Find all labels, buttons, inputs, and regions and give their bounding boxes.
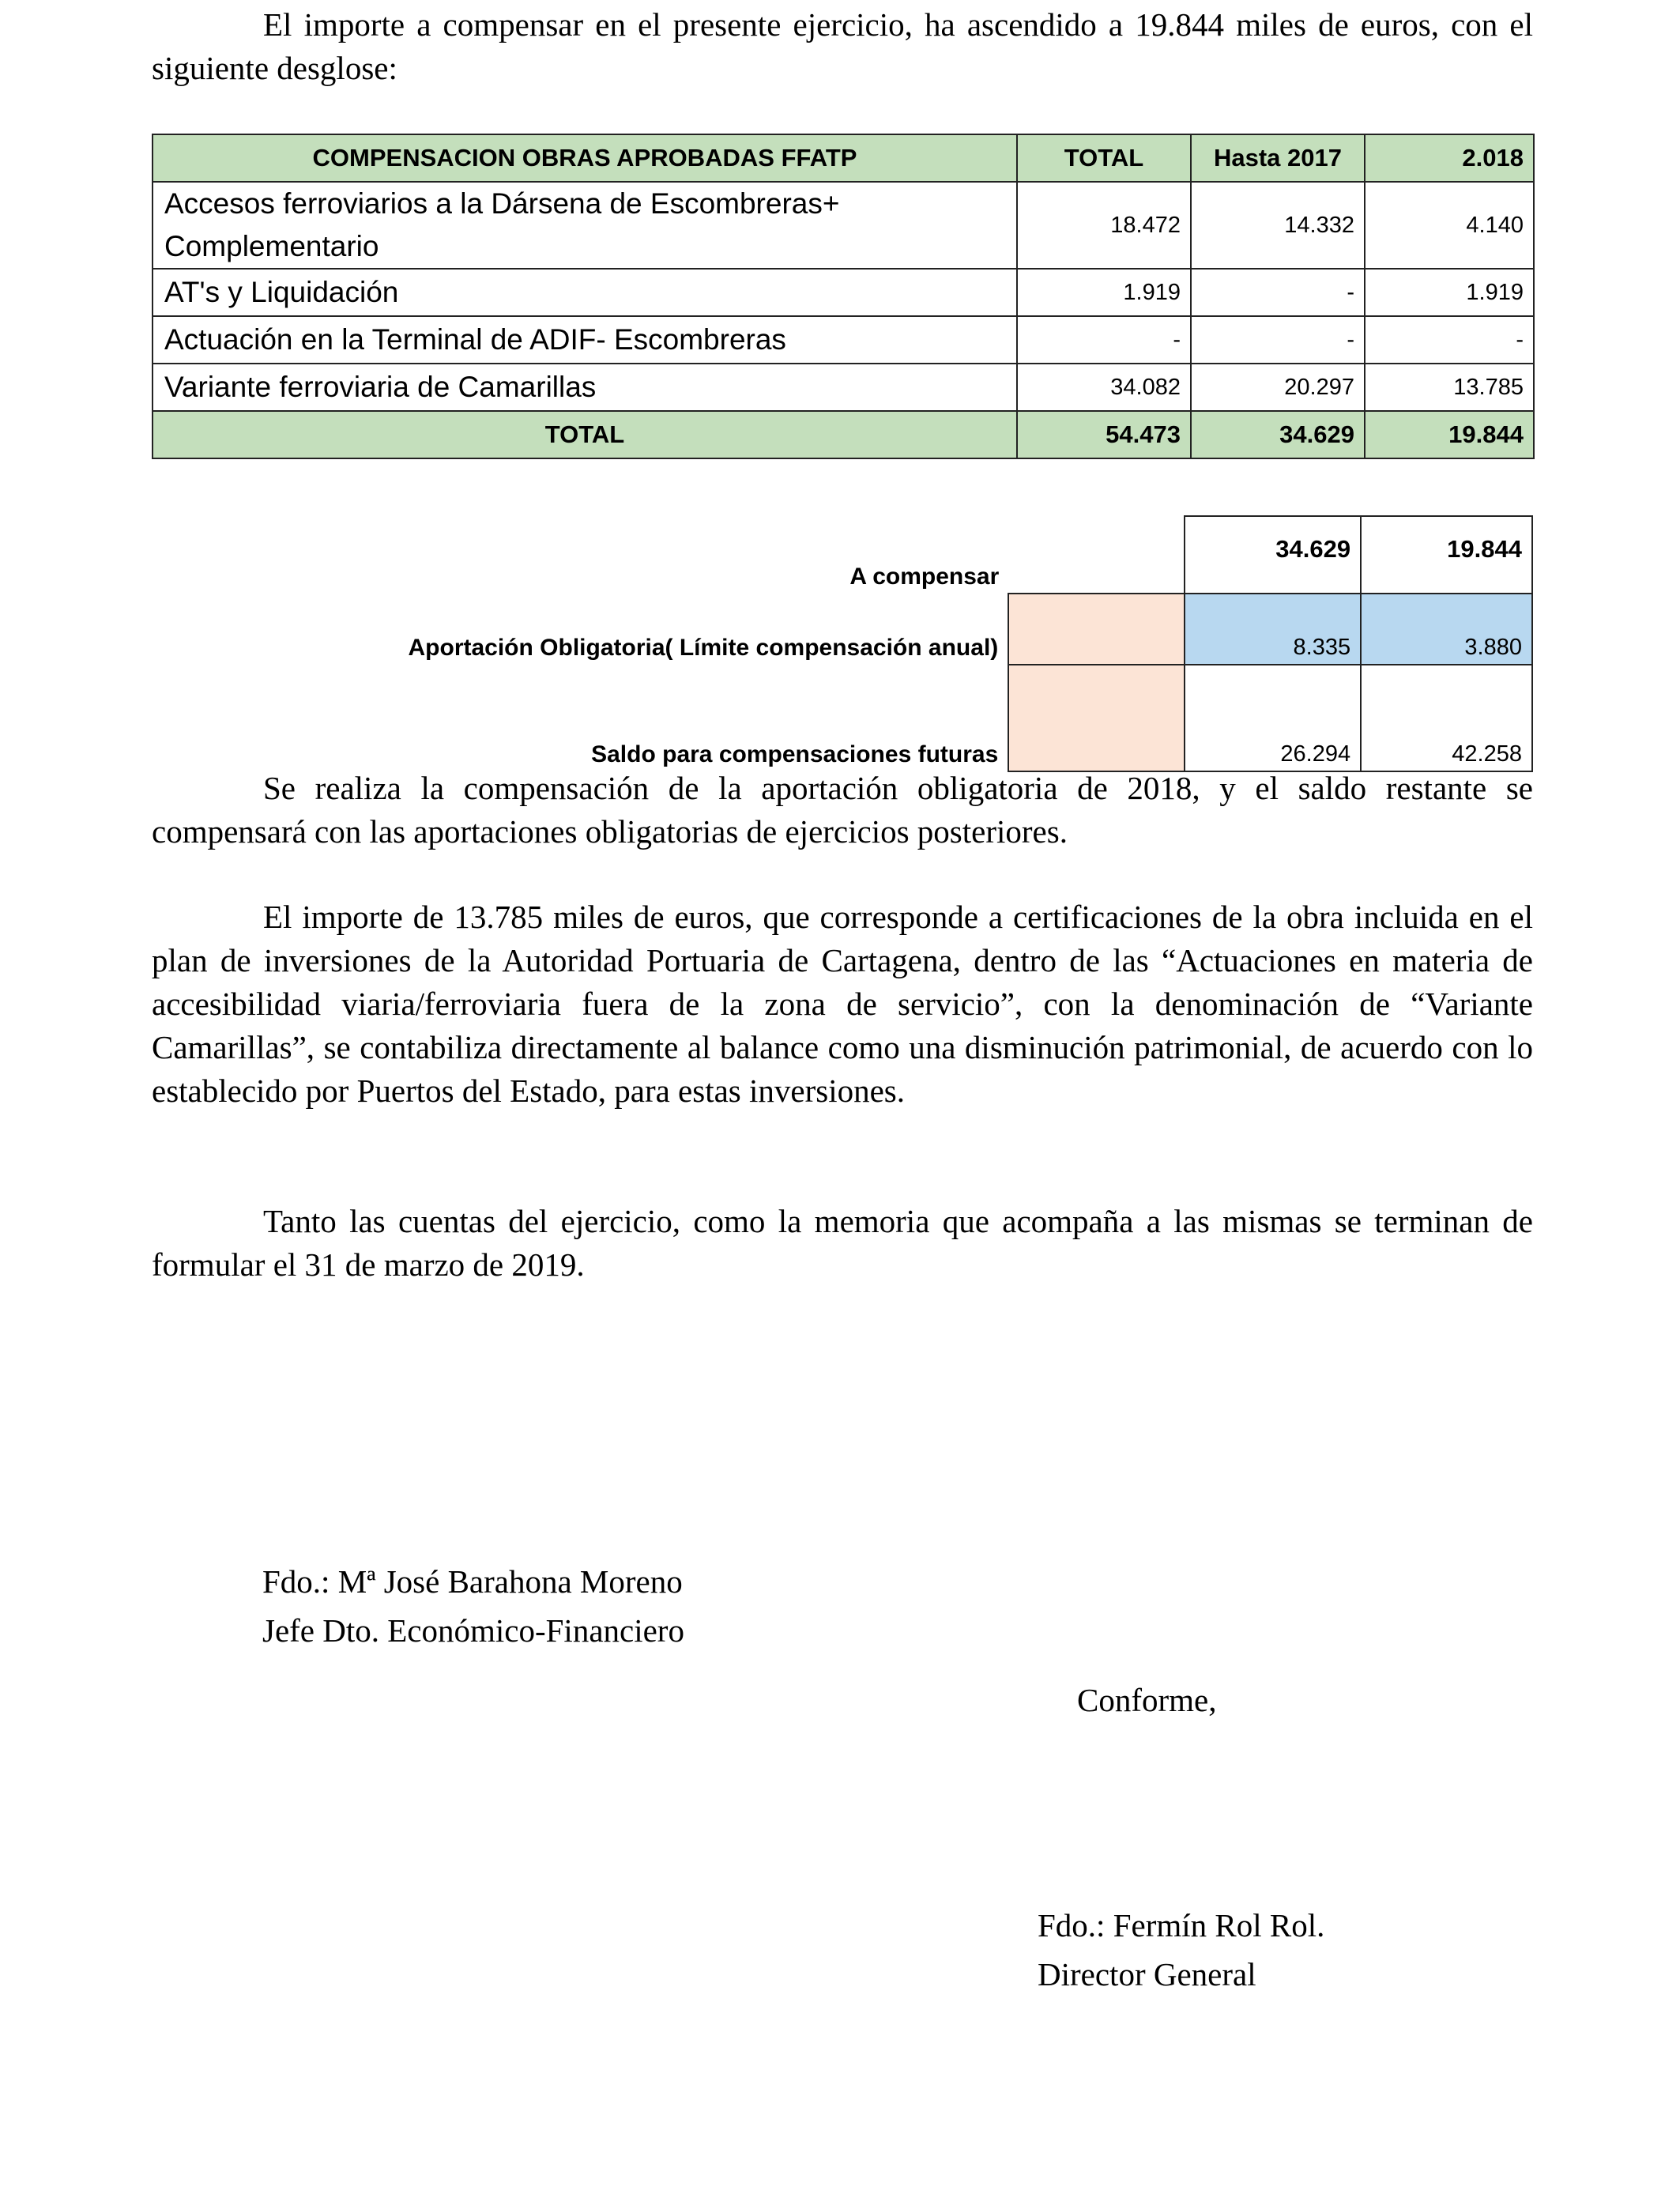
signature-right-name: Fdo.: Fermín Rol Rol. — [1038, 1907, 1325, 1943]
cell-total: 34.082 — [1017, 364, 1191, 411]
paragraph-text: Se realiza la compensación de la aportación obligatoria de 2018, y el saldo restante se compensará con las aportaciones obligatorias de ejercicios posteriores. — [152, 770, 1533, 850]
header-hasta-2017: Hasta 2017 — [1191, 134, 1365, 182]
paragraph-text: Tanto las cuentas del ejercicio, como la memoria que acompaña a las mismas se terminan de formular el 31 de marzo de 2019. — [152, 1203, 1533, 1283]
total-total: 54.473 — [1017, 411, 1191, 458]
a-compensar-hasta-2017: 34.629 — [1185, 516, 1361, 594]
cell-2018: 13.785 — [1365, 364, 1534, 411]
aportacion-2018: 3.880 — [1361, 594, 1532, 665]
empty-cell — [1008, 516, 1185, 594]
total-label: TOTAL — [153, 411, 1017, 458]
table-row — [153, 269, 1534, 316]
saldo-label: Saldo para compensaciones futuras — [591, 741, 999, 767]
summary-row-a-compensar — [152, 516, 1532, 594]
signature-left-title: Jefe Dto. Económico-Financiero — [262, 1612, 684, 1649]
cell-hasta-2017: - — [1191, 269, 1365, 316]
intro-text: El importe a compensar en el presente ejercicio, ha ascendido a 19.844 miles de euros, con el siguiente desglose: — [152, 6, 1533, 86]
pink-cell — [1008, 594, 1185, 665]
cell-2018: 4.140 — [1365, 182, 1534, 269]
a-compensar-label: A compensar — [849, 564, 1000, 590]
total-hasta-2017: 34.629 — [1191, 411, 1365, 458]
signature-right-title: Director General — [1038, 1956, 1256, 1992]
cell-total: 1.919 — [1017, 269, 1191, 316]
paragraph-cuentas — [152, 1200, 1533, 1287]
header-concept: COMPENSACION OBRAS APROBADAS FFATP — [153, 134, 1017, 182]
paragraph-compensacion — [152, 767, 1533, 854]
summary-row-aportacion — [152, 594, 1532, 665]
cell-total: - — [1017, 316, 1191, 364]
table-total-row — [153, 411, 1534, 458]
cell-hasta-2017: 20.297 — [1191, 364, 1365, 411]
row-label: Actuación en la Terminal de ADIF- Escombreras — [153, 316, 1017, 364]
row-label: Variante ferroviaria de Camarillas — [153, 364, 1017, 411]
signature-left — [262, 1557, 684, 1655]
conforme-text: Conforme, — [1077, 1682, 1217, 1718]
header-total: TOTAL — [1017, 134, 1191, 182]
header-2018: 2.018 — [1365, 134, 1534, 182]
summary-row-saldo — [152, 665, 1532, 771]
saldo-2018: 42.258 — [1361, 665, 1532, 771]
pink-cell — [1008, 665, 1185, 771]
summary-table — [152, 515, 1533, 772]
cell-hasta-2017: 14.332 — [1191, 182, 1365, 269]
cell-hasta-2017: - — [1191, 316, 1365, 364]
intro-paragraph — [152, 3, 1533, 90]
signature-right — [1038, 1901, 1324, 1999]
compensation-table — [152, 134, 1535, 459]
aportacion-label: Aportación Obligatoria( Límite compensación anual) — [408, 635, 999, 661]
aportacion-hasta-2017: 8.335 — [1185, 594, 1361, 665]
saldo-hasta-2017: 26.294 — [1185, 665, 1361, 771]
row-label: AT's y Liquidación — [153, 269, 1017, 316]
table-row — [153, 364, 1534, 411]
paragraph-importe — [152, 895, 1533, 1113]
row-label: Accesos ferroviarios a la Dársena de Escombreras+ Complementario — [153, 182, 1017, 269]
a-compensar-2018: 19.844 — [1361, 516, 1532, 594]
table-row — [153, 182, 1534, 269]
cell-total: 18.472 — [1017, 182, 1191, 269]
paragraph-text: El importe de 13.785 miles de euros, que corresponde a certificaciones de la obra incluida en el plan de inversiones de la Autoridad Portuaria de Cartagena, dentro de las “Actuaciones en materia de accesibilidad viaria/ferroviaria fuera de la zona de servicio”, con la denominación de “Variante Camarillas”, se contabiliza directamente al balance como una disminución patrimonial, de acuerdo con lo establecido por Puertos del Estado, para estas inversiones. — [152, 899, 1533, 1109]
cell-2018: - — [1365, 316, 1534, 364]
table-header-row — [153, 134, 1534, 182]
table-row — [153, 316, 1534, 364]
total-2018: 19.844 — [1365, 411, 1534, 458]
signature-left-name: Fdo.: Mª José Barahona Moreno — [262, 1563, 683, 1600]
cell-2018: 1.919 — [1365, 269, 1534, 316]
